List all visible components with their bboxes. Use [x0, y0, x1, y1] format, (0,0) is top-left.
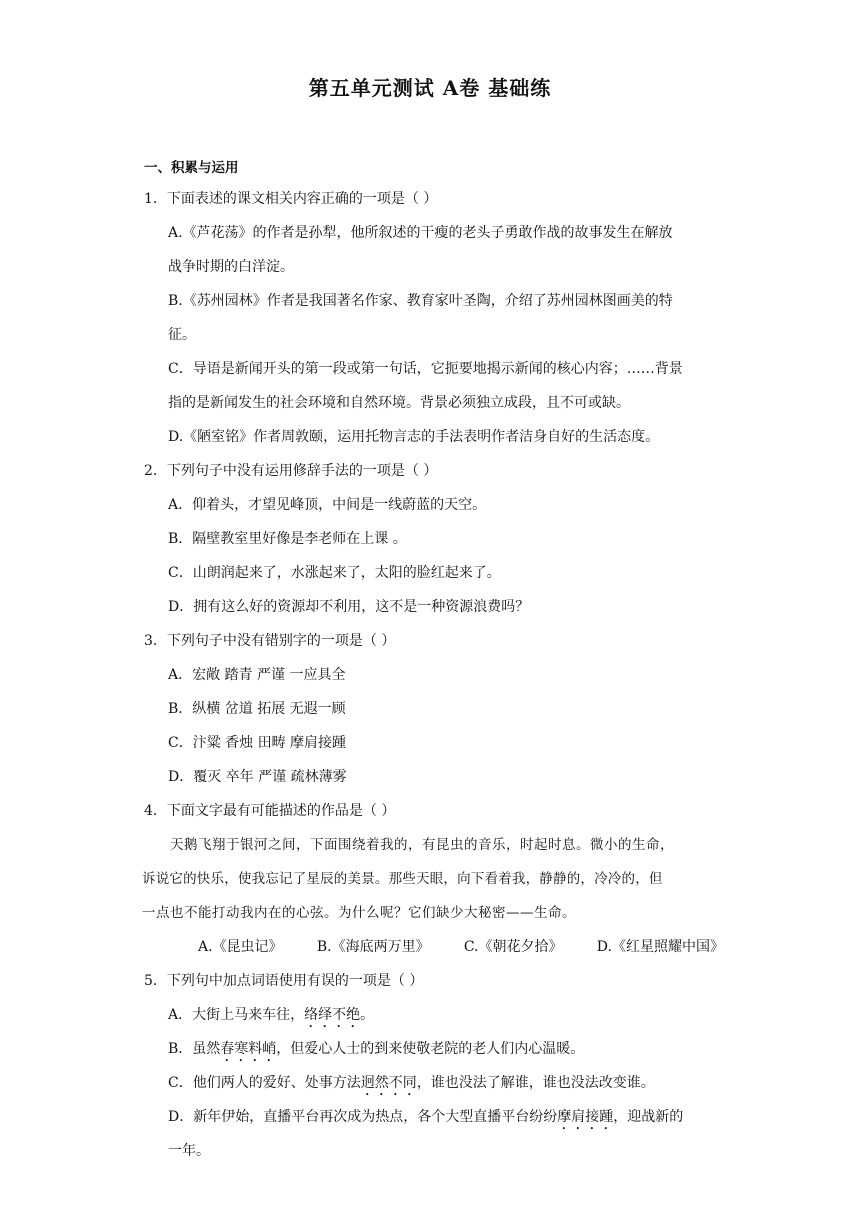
option-a-prefix: A．大街上马来车往，	[168, 1007, 305, 1023]
option-b-prefix: B．虽然	[168, 1041, 221, 1057]
question-5-option-b	[144, 1032, 724, 1066]
option-d-dotted-term: 摩肩接踵	[557, 1109, 614, 1125]
question-1-option-d: D.《陋室铭》作者周敦颐，运用托物言志的手法表明作者洁身自好的生活态度。	[168, 429, 660, 445]
question-4-stem: 4．下面文字最有可能描述的作品是（ ）	[144, 803, 396, 819]
question-5-stem: 5．下列句中加点词语使用有误的一项是（ ）	[144, 973, 424, 989]
question-3-stem: 3．下列句子中没有错别字的一项是（ ）	[144, 633, 396, 649]
question-3-option-c: C．汴粱 香烛 田畴 摩肩接踵	[168, 735, 347, 751]
question-4-passage	[142, 828, 726, 930]
question-5-option-a	[144, 998, 724, 1032]
option-c-suffix: ，谁也没法了解谁，谁也没法改变谁。	[416, 1075, 655, 1091]
question-1-option-c-line1: C．导语是新闻开头的第一段或第一句话，它扼要地揭示新闻的核心内容；……背景	[168, 361, 683, 377]
option-b-suffix: ，但爱心人士的到来使敬老院的老人们内心温暖。	[276, 1041, 585, 1057]
question-4-options	[144, 930, 724, 964]
question-5-option-d	[144, 1100, 724, 1134]
option-a-suffix: 。	[360, 1007, 375, 1023]
option-d-suffix: ，迎战新的	[613, 1109, 684, 1125]
question-3-option-b: B．纵横 岔道 拓展 无遐一顾	[168, 701, 346, 717]
question-3-option-d: D．覆灭 卒年 严谨 疏林薄雾	[168, 769, 347, 785]
question-list	[144, 182, 724, 1168]
question-3-option-a: A．宏敞 踏青 严谨 一应具全	[168, 667, 346, 683]
option-a-dotted-term: 络绎不绝	[304, 1007, 361, 1023]
question-5-option-c	[144, 1066, 724, 1100]
question-2-stem: 2．下列句子中没有运用修辞手法的一项是（ ）	[144, 463, 438, 479]
question-2-option-d: D．拥有这么好的资源却不利用，这不是一种资源浪费吗？	[168, 599, 530, 615]
question-1-option-c-line2: 指的是新闻发生的社会环境和自然环境。背景必须独立成段，且不可或缺。	[168, 395, 630, 411]
option-c-prefix: C．他们两人的爱好、处事方法	[168, 1075, 361, 1091]
option-c-dotted-term: 迥然不同	[360, 1075, 417, 1091]
question-5-option-d-line2: 一年。	[168, 1143, 210, 1159]
passage-line-3: 一点也不能打动我内在的心弦。为什么呢？它们缺少大秘密——生命。	[142, 905, 576, 921]
question-1-option-a-line1: A.《芦花荡》的作者是孙犁，他所叙述的干瘦的老头子勇敢作战的故事发生在解放	[168, 225, 673, 241]
section-heading: 一、积累与运用	[144, 160, 239, 176]
question-1-option-b-line1: B.《苏州园林》作者是我国著名作家、教育家叶圣陶，介绍了苏州园林图画美的特	[168, 293, 673, 309]
question-1-option-b-line2: 征。	[168, 327, 196, 343]
question-2-option-b: B．隔壁教室里好像是李老师在上课 。	[168, 531, 407, 547]
page-title: 第五单元测试 A卷 基础练	[308, 76, 552, 100]
option-d-prefix: D．新年伊始，直播平台再次成为热点，各个大型直播平台纷纷	[168, 1109, 558, 1125]
question-4-option-d: D.《红星照耀中国》	[596, 939, 724, 955]
question-1-option-a-line2: 战争时期的白洋淀。	[168, 259, 294, 275]
passage-line-2: 诉说它的快乐，使我忘记了星辰的美景。那些天眼，向下看着我，静静的，冷冷的，但	[142, 871, 663, 887]
question-1-stem: 1．下面表述的课文相关内容正确的一项是（ ）	[144, 191, 438, 207]
passage-line-1: 天鹅飞翔于银河之间，下面围绕着我的，有昆虫的音乐，时起时息。微小的生命，	[170, 837, 674, 853]
question-4-option-b: B.《海底两万里》	[316, 939, 430, 955]
question-4-option-c: C.《朝花夕拾》	[463, 939, 563, 955]
question-2-option-c: C．山朗润起来了，水涨起来了，太阳的脸红起来了。	[168, 565, 501, 581]
question-2-option-a: A．仰着头，才望见峰顶，中间是一线蔚蓝的天空。	[168, 497, 487, 513]
option-b-dotted-term: 春寒料峭	[220, 1041, 277, 1057]
question-4-option-a: A.《昆虫记》	[198, 939, 283, 955]
